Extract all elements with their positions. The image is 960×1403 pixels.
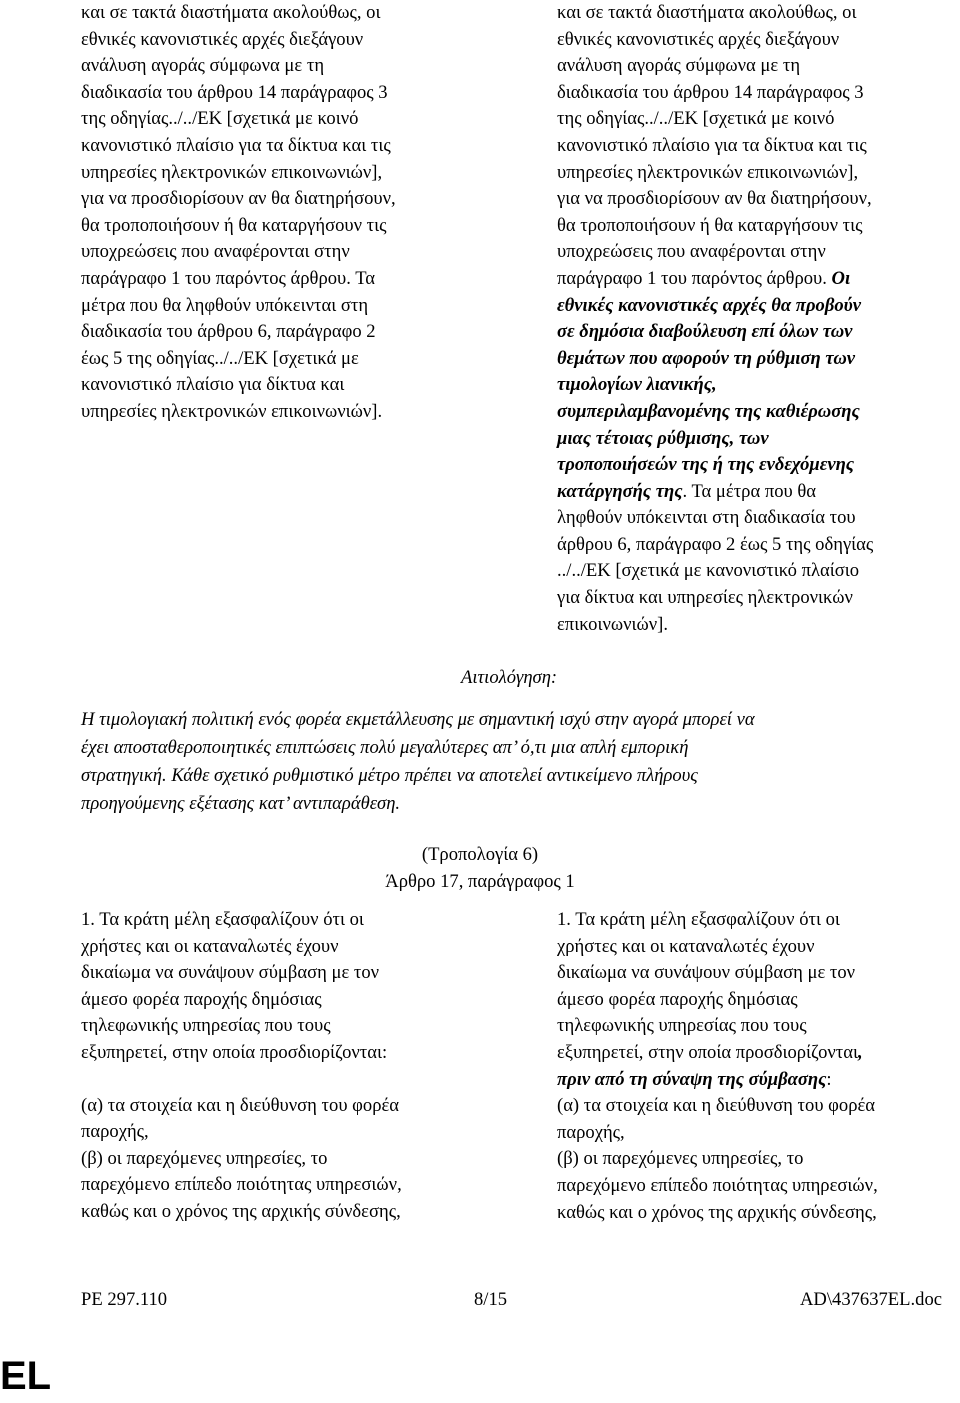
paragraph-gap <box>81 1067 501 1093</box>
text-line: τηλεφωνικής υπηρεσίας που τους <box>557 1015 807 1037</box>
text-line: στρατηγική. Κάθε σχετικό ρυθμιστικό μέτρο πρέπει να αποτελεί αντικείμενο πλήρους <box>81 765 698 786</box>
text-line: υποχρεώσεις που αναφέρονται στην <box>557 241 826 263</box>
amendment-highlight-line: σε δημόσια διαβούλευση επί όλων των <box>557 321 853 343</box>
text-line: παροχής, <box>557 1121 625 1143</box>
amendment-number: (Τροπολογία 6) <box>421 844 539 865</box>
article-reference: Άρθρο 17, παράγραφος 1 <box>385 871 575 892</box>
text-line: κανονιστικό πλαίσιο για δίκτυα και <box>81 374 345 396</box>
amendment-highlight-line: τροποποιήσεών της ή της ενδεχόμενης <box>557 454 855 476</box>
text-line: καθώς και ο χρόνος της αρχικής σύνδεσης, <box>557 1201 877 1223</box>
text-segment: εξυπηρετεί, στην οποία προσδιορίζονται <box>557 1041 858 1063</box>
amended-text-column-2 <box>557 907 957 1226</box>
text-line: υπηρεσίες ηλεκτρονικών επικοινωνιών], <box>81 161 383 183</box>
text-line: κανονιστικό πλαίσιο για τα δίκτυα και τις <box>81 134 391 156</box>
amendment-highlight-line: συμπεριλαμβανομένης της καθιέρωσης <box>557 400 860 422</box>
text-line: χρήστες και οι καταναλωτές έχουν <box>81 935 339 957</box>
original-text-column <box>81 0 501 426</box>
text-segment: : <box>826 1068 832 1090</box>
text-line: καθώς και ο χρόνος της αρχικής σύνδεσης, <box>81 1200 401 1222</box>
text-line: 1. Τα κράτη μέλη εξασφαλίζουν ότι οι <box>557 909 840 930</box>
text-line: (β) οι παρεχόμενες υπηρεσίες, το <box>557 1148 804 1170</box>
justification-label: Αιτιολόγηση: <box>461 667 558 688</box>
text-line: παρεχόμενο επίπεδο ποιότητας υπηρεσιών, <box>557 1174 878 1196</box>
text-line: Η τιμολογιακή πολιτική ενός φορέα εκμετάλλευσης με σημαντική ισχύ στην αγορά μπορεί να <box>81 709 755 730</box>
amendment-highlight-line: θεμάτων που αφορούν τη ρύθμιση των <box>557 347 856 369</box>
text-line <box>557 479 957 506</box>
text-line: της οδηγίας../../ΕΚ [σχετικά με κοινό <box>81 108 359 130</box>
text-line: (β) οι παρεχόμενες υπηρεσίες, το <box>81 1147 328 1169</box>
amendment-highlight-line: εθνικές κανονιστικές αρχές θα προβούν <box>557 294 862 316</box>
text-line: ../../ΕΚ [σχετικά με κανονιστικό πλαίσιο <box>557 560 860 582</box>
text-line: έως 5 της οδηγίας../../ΕΚ [σχετικά με <box>81 347 359 369</box>
text-line: κανονιστικό πλαίσιο για τα δίκτυα και τις <box>557 134 867 156</box>
text-line: επικοινωνιών]. <box>557 613 668 635</box>
text-line: χρήστες και οι καταναλωτές έχουν <box>557 935 815 957</box>
footer-reference: PE 297.110 <box>81 1289 168 1310</box>
text-line <box>557 266 957 293</box>
text-line: διαδικασία του άρθρου 6, παράγραφο 2 <box>81 321 376 343</box>
amendment-highlight: , <box>858 1041 863 1063</box>
text-line: για να προσδιορίσουν αν θα διατηρήσουν, <box>557 188 872 210</box>
amended-text-column <box>557 0 957 638</box>
text-line: παρεχόμενο επίπεδο ποιότητας υπηρεσιών, <box>81 1174 402 1196</box>
text-line: ληφθούν υπόκεινται στη διαδικασία του <box>557 507 856 529</box>
text-line: μέτρα που θα ληφθούν υπόκεινται στη <box>81 294 369 316</box>
text-line: παράγραφο 1 του παρόντος άρθρου. Τα <box>81 267 376 289</box>
language-code: EL <box>0 1354 52 1398</box>
text-line: προηγούμενης εξέτασης κατ’ αντιπαράθεση. <box>81 793 401 814</box>
text-line: άρθρου 6, παράγραφο 2 έως 5 της οδηγίας <box>557 533 874 555</box>
text-line: υπηρεσίες ηλεκτρονικών επικοινωνιών]. <box>81 400 383 422</box>
text-segment: παράγραφο 1 του παρόντος άρθρου. <box>557 267 832 289</box>
text-line: ανάλυση αγοράς σύμφωνα με τη <box>557 55 801 77</box>
text-line: άμεσο φορέα παροχής δημόσιας <box>557 988 798 1010</box>
text-line: δικαίωμα να συνάψουν σύμβαση με τον <box>557 962 856 984</box>
text-line: άμεσο φορέα παροχής δημόσιας <box>81 988 322 1010</box>
text-line: παροχής, <box>81 1121 149 1143</box>
document-id: AD\437637EL.doc <box>800 1289 943 1310</box>
text-line: θα τροποποιήσουν ή θα καταργήσουν τις <box>81 214 387 236</box>
amendment-highlight: πριν από τη σύναψη της σύμβασης <box>557 1068 827 1090</box>
text-line: θα τροποποιήσουν ή θα καταργήσουν τις <box>557 214 863 236</box>
text-line: διαδικασία του άρθρου 14 παράγραφος 3 <box>557 81 864 103</box>
justification-text <box>81 706 941 818</box>
text-line: (α) τα στοιχεία και η διεύθυνση του φορέα <box>81 1094 400 1116</box>
text-line <box>557 1040 957 1067</box>
text-line: για δίκτυα και υπηρεσίες ηλεκτρονικών <box>557 587 853 609</box>
text-line: εξυπηρετεί, στην οποία προσδιορίζονται: <box>81 1041 388 1063</box>
text-line: εθνικές κανονιστικές αρχές διεξάγουν <box>557 28 840 50</box>
text-line: υπηρεσίες ηλεκτρονικών επικοινωνιών], <box>557 161 859 183</box>
text-segment: . Τα μέτρα που θα <box>682 480 817 502</box>
amendment-highlight-line: μιας τέτοιας ρύθμισης, των <box>557 427 769 449</box>
text-line: τηλεφωνικής υπηρεσίας που τους <box>81 1015 331 1037</box>
text-line: εθνικές κανονιστικές αρχές διεξάγουν <box>81 28 364 50</box>
text-line: και σε τακτά διαστήματα ακολούθως, οι <box>557 2 857 23</box>
text-line: ανάλυση αγοράς σύμφωνα με τη <box>81 55 325 77</box>
text-line <box>557 1067 957 1094</box>
text-line: έχει αποσταθεροποιητικές επιπτώσεις πολύ μεγαλύτερες απ’ ό,τι μια απλή εμπορική <box>81 737 689 758</box>
text-line: (α) τα στοιχεία και η διεύθυνση του φορέα <box>557 1095 876 1117</box>
original-text-column-2 <box>81 907 501 1226</box>
text-line: υποχρεώσεις που αναφέρονται στην <box>81 241 350 263</box>
amendment-highlight-line: τιμολογίων λιανικής, <box>557 374 717 396</box>
amendment-highlight: κατάργησής της <box>557 480 683 502</box>
amendment-highlight: Οι <box>831 267 851 289</box>
page-number: 8/15 <box>474 1289 508 1310</box>
text-line: 1. Τα κράτη μέλη εξασφαλίζουν ότι οι <box>81 909 364 930</box>
text-line: διαδικασία του άρθρου 14 παράγραφος 3 <box>81 81 388 103</box>
text-line: δικαίωμα να συνάψουν σύμβαση με τον <box>81 962 380 984</box>
text-line: για να προσδιορίσουν αν θα διατηρήσουν, <box>81 188 396 210</box>
text-line: και σε τακτά διαστήματα ακολούθως, οι <box>81 2 381 23</box>
text-line: της οδηγίας../../ΕΚ [σχετικά με κοινό <box>557 108 835 130</box>
